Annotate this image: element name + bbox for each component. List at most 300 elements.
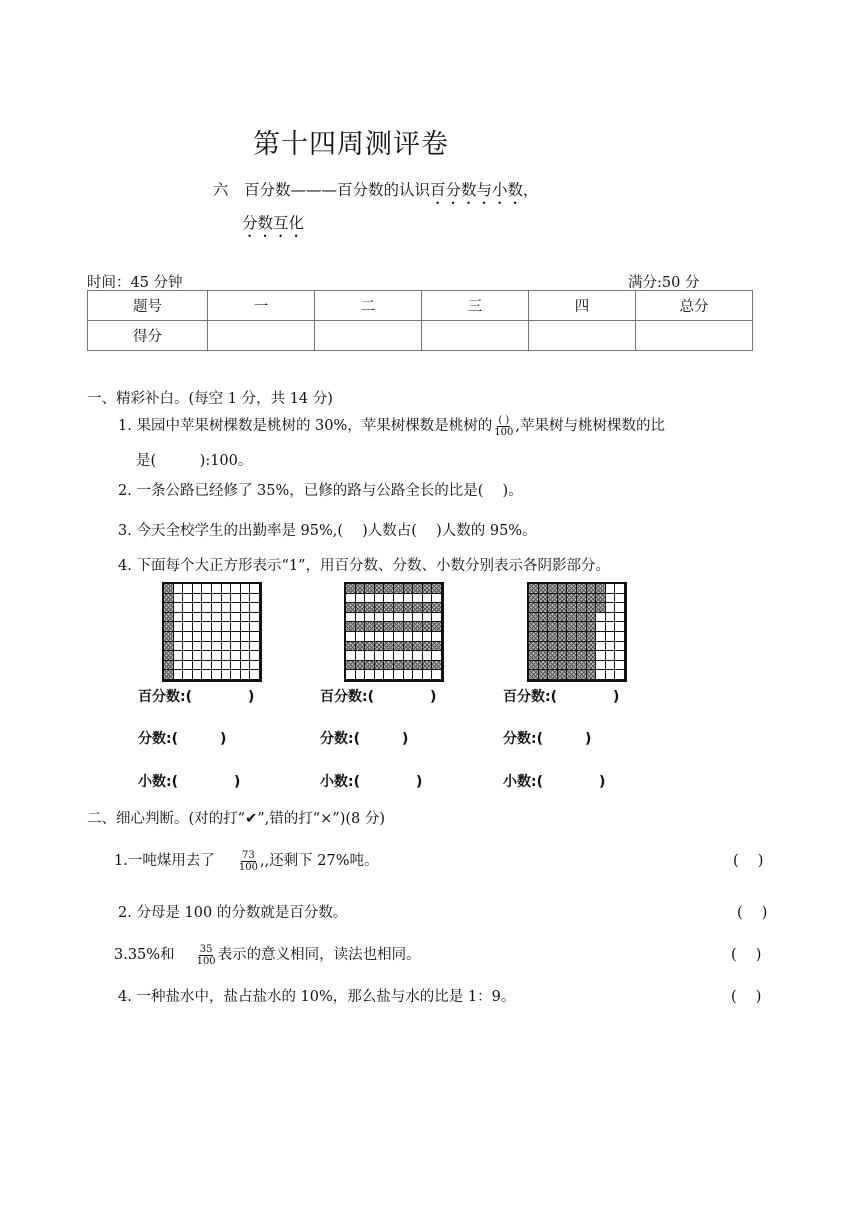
grid-cell: [394, 613, 404, 623]
grid-cell: [615, 603, 625, 613]
grid-cell: [346, 651, 356, 661]
grid-cell: [241, 584, 251, 594]
grid-cell-shaded: [346, 603, 356, 613]
grid-cell-shaded: [596, 603, 606, 613]
grid-cell-shaded: [577, 613, 587, 623]
grid-cell: [250, 603, 260, 613]
section1-heading: 一、精彩补白。(每空 1 分，共 14 分): [87, 391, 333, 407]
grid-cell: [365, 670, 375, 680]
s2-q2-answer-paren[interactable]: ( ): [737, 905, 768, 921]
grid-cell: [222, 632, 232, 642]
grid-cell-shaded: [539, 661, 549, 671]
score-entry-cell[interactable]: [208, 321, 315, 351]
unit-subtitle-prefix: 六 百分数———百分数的认识: [213, 181, 431, 199]
grid-cell-shaded: [539, 651, 549, 661]
grid-cell: [231, 613, 241, 623]
grid-cell-shaded: [432, 661, 442, 671]
grid-cell-shaded: [539, 642, 549, 652]
grid-cell: [212, 642, 222, 652]
grid-cell-shaded: [394, 622, 404, 632]
grid-cell: [404, 613, 414, 623]
grid-cell-shaded: [587, 670, 597, 680]
grid-cell: [183, 603, 193, 613]
section2-heading: 二、细心判断。(对的打“✔”,错的打“×”)(8 分): [87, 811, 386, 827]
grid-cell: [231, 651, 241, 661]
grid-cell: [193, 613, 203, 623]
grid-cell: [241, 603, 251, 613]
grid-cell-shaded: [356, 603, 366, 613]
s1-question-1: [118, 414, 665, 438]
grid-cell: [375, 670, 385, 680]
grid-cell-shaded: [365, 642, 375, 652]
grid-cell-shaded: [164, 622, 174, 632]
grid-cell-shaded: [423, 661, 433, 671]
grid-cell-shaded: [423, 622, 433, 632]
grid-cell-shaded: [596, 584, 606, 594]
s2-q1-text-a: 1.一吨煤用去了: [114, 853, 215, 869]
grid-cell-shaded: [375, 603, 385, 613]
grid-cell: [174, 594, 184, 604]
grid-cell-shaded: [577, 651, 587, 661]
grid-cell: [606, 651, 616, 661]
grid-cell: [183, 622, 193, 632]
grid-cell: [394, 670, 404, 680]
grid-cell-shaded: [384, 584, 394, 594]
grid-cell-shaded: [423, 603, 433, 613]
grid2-fraction-label: 分数:( ): [320, 731, 409, 747]
grid-cell-shaded: [587, 651, 597, 661]
grid-cell: [174, 622, 184, 632]
grid-cell-shaded: [567, 632, 577, 642]
grid-cell: [432, 670, 442, 680]
fraction-numerator: 73: [242, 849, 255, 861]
grid-cell: [193, 632, 203, 642]
grid-cell: [222, 594, 232, 604]
grid-cell: [183, 632, 193, 642]
grid-cell-shaded: [404, 622, 414, 632]
grid-cell: [432, 613, 442, 623]
grid-cell: [356, 594, 366, 604]
grid-cell-shaded: [529, 632, 539, 642]
unit-subtitle: [213, 178, 539, 208]
grid-cell: [596, 632, 606, 642]
grid-cell-shaded: [164, 613, 174, 623]
s1-q1-continuation: 是( ):100。: [136, 453, 253, 469]
grid-cell-shaded: [356, 584, 366, 594]
grid-cell: [596, 622, 606, 632]
grid-cell: [193, 584, 203, 594]
grid-cell-shaded: [587, 584, 597, 594]
grid-cell: [606, 584, 616, 594]
grid-cell: [222, 670, 232, 680]
grid-cell: [212, 584, 222, 594]
grid-cell: [202, 594, 212, 604]
grid-cell: [202, 632, 212, 642]
full-score-label: 满分:50 分: [628, 275, 700, 291]
grid-cell: [404, 632, 414, 642]
hundred-grid-1: [162, 582, 262, 682]
grid-cell-shaded: [587, 613, 597, 623]
grid-cell: [250, 661, 260, 671]
grid-cell-shaded: [164, 670, 174, 680]
s1-q1-text-b: ,苹果树与桃树棵数的比: [515, 418, 665, 434]
grid-cell-shaded: [577, 594, 587, 604]
grid-cell-shaded: [558, 632, 568, 642]
hundred-grid-2: [344, 582, 444, 682]
grid3-fraction-label: 分数:( ): [503, 731, 592, 747]
grid-cell-shaded: [567, 642, 577, 652]
grid-cell: [375, 613, 385, 623]
grid-cell-shaded: [548, 661, 558, 671]
grid-cell-shaded: [587, 594, 597, 604]
s2-q1-fraction: [239, 850, 258, 873]
grid-cell: [615, 594, 625, 604]
grid-cell-shaded: [413, 622, 423, 632]
grid-cell-shaded: [558, 642, 568, 652]
time-label: 时间：45 分钟: [87, 275, 183, 291]
grid-cell-shaded: [539, 613, 549, 623]
s2-q3-text-b: 表示的意义相同，读法也相同。: [217, 947, 421, 963]
grid-cell: [346, 594, 356, 604]
grid-cell-shaded: [423, 642, 433, 652]
grid-cell: [394, 594, 404, 604]
grid-cell-shaded: [539, 594, 549, 604]
grid-cell: [365, 613, 375, 623]
grid-cell-shaded: [384, 603, 394, 613]
grid-cell-shaded: [567, 670, 577, 680]
grid-cell: [174, 651, 184, 661]
grid1-percent-label: 百分数:( ): [138, 689, 255, 705]
grid-cell-shaded: [529, 642, 539, 652]
grid-cell-shaded: [548, 651, 558, 661]
grid-cell-shaded: [577, 584, 587, 594]
grid-cell-shaded: [384, 661, 394, 671]
grid-cell: [606, 632, 616, 642]
grid-cell-shaded: [558, 603, 568, 613]
grid-cell: [615, 651, 625, 661]
grid-cell-shaded: [539, 632, 549, 642]
grid-cell: [193, 651, 203, 661]
grid-cell-shaded: [365, 661, 375, 671]
grid-cell-shaded: [567, 651, 577, 661]
grid-cell-shaded: [567, 584, 577, 594]
grid-cell: [193, 661, 203, 671]
grid-cell-shaded: [346, 642, 356, 652]
grid-cell: [384, 651, 394, 661]
grid-cell: [596, 670, 606, 680]
grid-cell: [404, 594, 414, 604]
grid-cell: [174, 584, 184, 594]
grid-cell-shaded: [164, 584, 174, 594]
score-header-cell: 三: [422, 291, 529, 321]
grid-cell: [202, 603, 212, 613]
grid-cell: [174, 613, 184, 623]
grid-cell: [212, 594, 222, 604]
grid-cell: [394, 632, 404, 642]
grid-cell: [250, 651, 260, 661]
grid-cell-shaded: [577, 632, 587, 642]
grid-cell-shaded: [539, 670, 549, 680]
grid-cell: [241, 594, 251, 604]
grid-cell-shaded: [529, 622, 539, 632]
grid-cell-shaded: [404, 661, 414, 671]
grid-cell: [183, 651, 193, 661]
grid-cell-shaded: [164, 632, 174, 642]
grid-cell: [615, 622, 625, 632]
grid-cell-shaded: [394, 661, 404, 671]
score-table: [87, 290, 753, 351]
grid-cell: [413, 670, 423, 680]
grid1-decimal-label: 小数:( ): [138, 774, 241, 790]
fraction-numerator: 35: [199, 943, 213, 955]
grid-cell: [174, 670, 184, 680]
grid-cell-shaded: [577, 661, 587, 671]
grid-cell: [241, 632, 251, 642]
grid-cell: [212, 651, 222, 661]
grid-cell: [615, 642, 625, 652]
grid-cell: [212, 670, 222, 680]
grid-cell: [202, 613, 212, 623]
s2-q1-answer-paren[interactable]: ( ): [733, 853, 764, 869]
score-entry-cell[interactable]: [315, 321, 422, 351]
grid-cell: [202, 661, 212, 671]
grid-cell: [193, 622, 203, 632]
grid-cell: [615, 670, 625, 680]
grid-cell: [413, 651, 423, 661]
grid-cell: [596, 651, 606, 661]
grid-cell-shaded: [375, 661, 385, 671]
grid-cell: [356, 670, 366, 680]
grid-cell-shaded: [413, 642, 423, 652]
grid-cell: [212, 613, 222, 623]
grid-cell-shaded: [365, 603, 375, 613]
grid-cell: [183, 661, 193, 671]
grid-cell: [212, 622, 222, 632]
grid-cell-shaded: [548, 622, 558, 632]
grid-cell: [231, 632, 241, 642]
grid-cell: [606, 622, 616, 632]
grid-cell-shaded: [394, 584, 404, 594]
s1-question-3: 3. 今天全校学生的出勤率是 95%,( )人数占( )人数的 95%。: [118, 523, 537, 539]
grid-cell: [212, 661, 222, 671]
grid-cell-shaded: [577, 603, 587, 613]
grid-cell: [222, 651, 232, 661]
grid-cell-shaded: [164, 651, 174, 661]
s2-q3-answer-paren[interactable]: ( ): [731, 947, 762, 963]
grid-cell-shaded: [577, 670, 587, 680]
grid-cell: [346, 670, 356, 680]
grid-cell-shaded: [529, 670, 539, 680]
grid-cell-shaded: [539, 603, 549, 613]
grid-cell-shaded: [558, 613, 568, 623]
grid-cell-shaded: [587, 642, 597, 652]
grid-cell: [231, 642, 241, 652]
grid-cell-shaded: [164, 603, 174, 613]
grid-cell: [174, 632, 184, 642]
grid-cell: [202, 651, 212, 661]
grid-cell-shaded: [432, 584, 442, 594]
score-entry-cell[interactable]: [422, 321, 529, 351]
grid-cell: [241, 613, 251, 623]
unit-subtitle-emphasis: 百分数与小数，: [430, 181, 539, 199]
score-header-cell: 二: [315, 291, 422, 321]
grid-cell: [413, 594, 423, 604]
grid-cell-shaded: [375, 584, 385, 594]
grid-cell: [231, 622, 241, 632]
grid-cell: [250, 584, 260, 594]
grid2-percent-label: 百分数:( ): [320, 689, 437, 705]
grid-cell-shaded: [365, 622, 375, 632]
grid-cell-shaded: [539, 622, 549, 632]
grid-cell-shaded: [413, 584, 423, 594]
grid-cell-shaded: [567, 603, 577, 613]
grid-cell: [193, 594, 203, 604]
grid-cell: [202, 584, 212, 594]
grid-cell: [193, 603, 203, 613]
grid-cell: [174, 603, 184, 613]
s1-q1-fraction: [494, 415, 513, 438]
grid-cell: [596, 661, 606, 671]
grid-cell-shaded: [567, 613, 577, 623]
grid2-decimal-label: 小数:( ): [320, 774, 423, 790]
grid-cell: [231, 670, 241, 680]
grid-cell-shaded: [567, 594, 577, 604]
grid-cell-shaded: [365, 584, 375, 594]
grid-cell: [404, 651, 414, 661]
s2-q1-text-b: ,,还剩下 27%吨。: [259, 853, 379, 869]
s2-question-1: [114, 849, 379, 873]
grid-cell: [346, 632, 356, 642]
grid-cell-shaded: [548, 584, 558, 594]
grid-cell: [183, 670, 193, 680]
grid-cell-shaded: [375, 622, 385, 632]
grid-cell: [365, 651, 375, 661]
grid-cell-shaded: [164, 594, 174, 604]
grid-cell-shaded: [577, 642, 587, 652]
s2-q4-answer-paren[interactable]: ( ): [731, 989, 762, 1005]
grid-cell: [375, 594, 385, 604]
grid-cell-shaded: [394, 642, 404, 652]
grid-cell: [183, 584, 193, 594]
grid-cell: [222, 661, 232, 671]
grid-cell-shaded: [529, 661, 539, 671]
grid-cell-shaded: [548, 613, 558, 623]
grid-cell: [413, 632, 423, 642]
grid-cell: [250, 594, 260, 604]
grid-cell: [394, 651, 404, 661]
grid-cell-shaded: [596, 594, 606, 604]
grid-cell-shaded: [558, 622, 568, 632]
fraction-denominator: 100: [238, 861, 258, 873]
grid-cell: [241, 651, 251, 661]
grid-cell-shaded: [413, 603, 423, 613]
unit-subtitle-line2: 分数互化: [242, 214, 305, 232]
grid-cell: [365, 632, 375, 642]
grid-cell: [615, 632, 625, 642]
grid-cell: [346, 613, 356, 623]
score-entry-cell[interactable]: [636, 321, 753, 351]
grid-cell: [606, 670, 616, 680]
grid-cell: [356, 651, 366, 661]
grid-cell: [356, 613, 366, 623]
grid-cell: [212, 603, 222, 613]
grid-cell-shaded: [432, 603, 442, 613]
grid-cell: [423, 594, 433, 604]
grid-cell: [432, 651, 442, 661]
score-header-cell: 四: [529, 291, 636, 321]
grid-cell-shaded: [404, 584, 414, 594]
grid-cell-shaded: [404, 642, 414, 652]
grid-cell: [250, 642, 260, 652]
grid-cell: [432, 594, 442, 604]
fraction-denominator: 100: [196, 955, 216, 967]
score-entry-cell[interactable]: [529, 321, 636, 351]
grid-cell: [606, 594, 616, 604]
grid-cell: [202, 622, 212, 632]
grid-cell-shaded: [587, 632, 597, 642]
grid-cell-shaded: [558, 594, 568, 604]
grid-cell-shaded: [413, 661, 423, 671]
grid-cell: [183, 642, 193, 652]
grid-cell: [231, 594, 241, 604]
grid-cell-shaded: [384, 642, 394, 652]
s2-question-2: 2. 分母是 100 的分数就是百分数。: [118, 905, 348, 921]
grid-cell-shaded: [529, 613, 539, 623]
grid-cell: [212, 632, 222, 642]
grid1-fraction-label: 分数:( ): [138, 731, 227, 747]
grid-cell: [615, 613, 625, 623]
grid-cell: [413, 613, 423, 623]
grid-cell: [193, 670, 203, 680]
grid-cell-shaded: [164, 642, 174, 652]
grid-cell-shaded: [548, 603, 558, 613]
grid-cell-shaded: [548, 632, 558, 642]
grid-cell-shaded: [356, 642, 366, 652]
grid-cell: [231, 603, 241, 613]
fraction-denominator: 100: [494, 426, 514, 438]
grid-cell: [384, 632, 394, 642]
grid-cell-shaded: [356, 661, 366, 671]
hundred-grid-3: [527, 582, 627, 682]
score-table-header-row: [88, 291, 753, 321]
grid-cell-shaded: [404, 603, 414, 613]
grid-cell: [423, 613, 433, 623]
grid-cell: [404, 670, 414, 680]
grid-cell: [241, 642, 251, 652]
grid-cell-shaded: [558, 584, 568, 594]
grid-cell: [606, 613, 616, 623]
grid-cell-shaded: [567, 622, 577, 632]
score-header-cell: 总分: [636, 291, 753, 321]
grid-cell: [250, 670, 260, 680]
s2-question-3: [114, 943, 421, 967]
grid-cell: [222, 603, 232, 613]
grid-cell-shaded: [164, 661, 174, 671]
grid-cell-shaded: [375, 642, 385, 652]
grid-cell-shaded: [577, 622, 587, 632]
grid-cell-shaded: [346, 661, 356, 671]
grid-cell-shaded: [346, 584, 356, 594]
grid-cell-shaded: [529, 651, 539, 661]
grid-cell: [365, 594, 375, 604]
grid-cell: [432, 632, 442, 642]
grid-cell-shaded: [432, 642, 442, 652]
grid-cell: [250, 622, 260, 632]
grid-cell: [202, 642, 212, 652]
grid-cell-shaded: [384, 622, 394, 632]
grid-cell: [606, 642, 616, 652]
grid-cell: [241, 670, 251, 680]
